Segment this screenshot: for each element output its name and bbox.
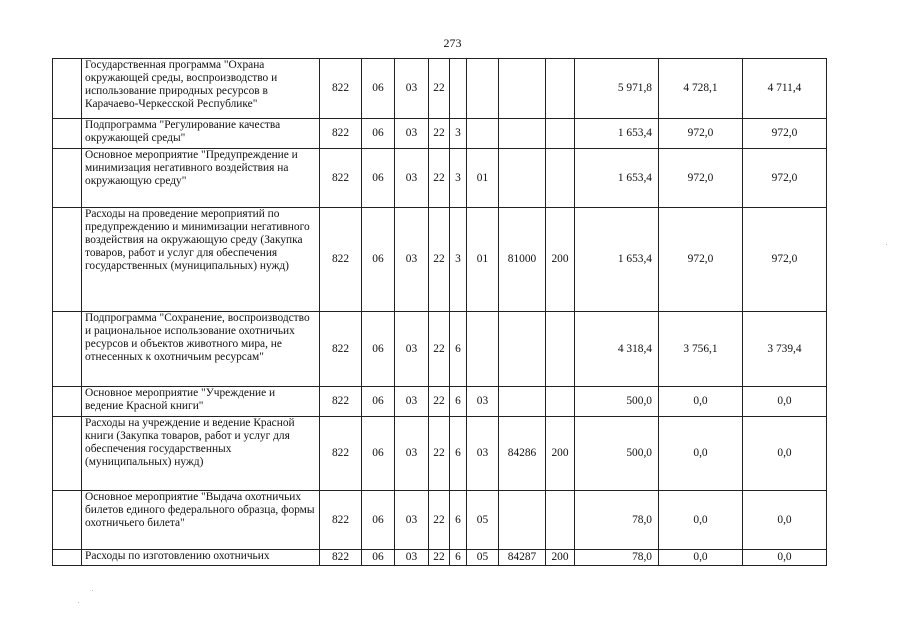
row-number-cell [53,149,82,208]
program-cell: 22 [429,59,450,119]
amount-year3-cell: 972,0 [743,119,827,149]
expense-direction-cell [499,149,546,208]
expense-type-cell [546,119,575,149]
row-number-cell [53,59,82,119]
section-cell: 06 [362,208,395,312]
subsection-cell: 03 [395,208,429,312]
expense-direction-cell [499,59,546,119]
grbs-cell: 822 [320,208,362,312]
expense-type-cell: 200 [546,208,575,312]
amount-year2-cell: 972,0 [659,208,743,312]
table-row [53,208,827,312]
row-number-cell [53,119,82,149]
item-name-cell: Расходы на проведение мероприятий по предупреждению и минимизации негативного воздействия на окружающую среду (Закупка товаров, работ и услуг для обеспечения государственных (муниципальных) нужд) [82,208,320,312]
amount-year3-cell: 0,0 [743,550,827,566]
amount-year1-cell: 78,0 [575,491,659,550]
program-cell: 22 [429,491,450,550]
expense-direction-cell: 84286 [499,417,546,491]
amount-year2-cell: 972,0 [659,149,743,208]
item-name-cell: Государственная программа "Охрана окружающей среды, воспроизводство и использование природных ресурсов в Карачаево-Черкесской Республике" [82,59,320,119]
table-row [53,387,827,417]
subsection-cell: 03 [395,149,429,208]
amount-year3-cell: 0,0 [743,417,827,491]
section-cell: 06 [362,491,395,550]
section-cell: 06 [362,59,395,119]
main-activity-cell: 01 [467,208,499,312]
subprogram-cell [450,59,467,119]
subsection-cell: 03 [395,387,429,417]
row-number-cell [53,491,82,550]
expense-type-cell: 200 [546,417,575,491]
section-cell: 06 [362,417,395,491]
scan-speck [886,244,887,245]
grbs-cell: 822 [320,387,362,417]
program-cell: 22 [429,550,450,566]
expense-direction-cell [499,387,546,417]
grbs-cell: 822 [320,149,362,208]
row-number-cell [53,550,82,566]
subprogram-cell: 6 [450,491,467,550]
subprogram-cell: 3 [450,149,467,208]
table-row [53,417,827,491]
amount-year1-cell: 500,0 [575,387,659,417]
item-name-cell: Подпрограмма "Сохранение, воспроизводство и рациональное использование охотничьих ресурсов и объектов животного мира, не отнесенных к охотничьим ресурсам" [82,312,320,387]
table-row [53,119,827,149]
row-number-cell [53,387,82,417]
expense-direction-cell [499,119,546,149]
program-cell: 22 [429,417,450,491]
amount-year2-cell: 0,0 [659,491,743,550]
subprogram-cell: 6 [450,387,467,417]
row-number-cell [53,417,82,491]
scan-speck [92,590,93,591]
subsection-cell: 03 [395,119,429,149]
item-name-cell: Расходы по изготовлению охотничьих [82,550,320,566]
amount-year1-cell: 500,0 [575,417,659,491]
grbs-cell: 822 [320,491,362,550]
amount-year1-cell: 1 653,4 [575,208,659,312]
main-activity-cell: 03 [467,387,499,417]
table-row [53,550,827,566]
amount-year1-cell: 78,0 [575,550,659,566]
table-row [53,312,827,387]
amount-year1-cell: 1 653,4 [575,119,659,149]
amount-year2-cell: 0,0 [659,550,743,566]
amount-year3-cell: 972,0 [743,208,827,312]
grbs-cell: 822 [320,59,362,119]
expense-direction-cell [499,312,546,387]
amount-year3-cell: 972,0 [743,149,827,208]
subsection-cell: 03 [395,417,429,491]
section-cell: 06 [362,387,395,417]
subprogram-cell: 6 [450,550,467,566]
section-cell: 06 [362,550,395,566]
expense-type-cell: 200 [546,550,575,566]
amount-year1-cell: 4 318,4 [575,312,659,387]
amount-year2-cell: 0,0 [659,417,743,491]
main-activity-cell [467,119,499,149]
row-number-cell [53,312,82,387]
expense-direction-cell: 84287 [499,550,546,566]
subprogram-cell: 6 [450,417,467,491]
item-name-cell: Основное мероприятие "Предупреждение и минимизация негативного воздействия на окружающую среду" [82,149,320,208]
table-row [53,149,827,208]
expense-type-cell [546,491,575,550]
subsection-cell: 03 [395,491,429,550]
amount-year1-cell: 1 653,4 [575,149,659,208]
main-activity-cell: 03 [467,417,499,491]
table-row [53,59,827,119]
expense-direction-cell [499,491,546,550]
amount-year1-cell: 5 971,8 [575,59,659,119]
table-body [53,59,827,566]
subsection-cell: 03 [395,312,429,387]
item-name-cell: Расходы на учреждение и ведение Красной книги (Закупка товаров, работ и услуг для обеспечения государственных (муниципальных) нужд) [82,417,320,491]
main-activity-cell [467,59,499,119]
program-cell: 22 [429,387,450,417]
grbs-cell: 822 [320,312,362,387]
amount-year2-cell: 0,0 [659,387,743,417]
program-cell: 22 [429,149,450,208]
amount-year3-cell: 4 711,4 [743,59,827,119]
expense-type-cell [546,149,575,208]
table-row [53,491,827,550]
item-name-cell: Основное мероприятие "Выдача охотничьих билетов единого федерального образца, формы охотничьего билета" [82,491,320,550]
main-activity-cell [467,312,499,387]
item-name-cell: Основное мероприятие "Учреждение и ведение Красной книги" [82,387,320,417]
amount-year2-cell: 4 728,1 [659,59,743,119]
subprogram-cell: 6 [450,312,467,387]
expense-type-cell [546,59,575,119]
program-cell: 22 [429,119,450,149]
section-cell: 06 [362,312,395,387]
main-activity-cell: 01 [467,149,499,208]
grbs-cell: 822 [320,119,362,149]
amount-year2-cell: 972,0 [659,119,743,149]
row-number-cell [53,208,82,312]
amount-year3-cell: 0,0 [743,491,827,550]
subprogram-cell: 3 [450,208,467,312]
budget-table [52,58,827,566]
subsection-cell: 03 [395,59,429,119]
subprogram-cell: 3 [450,119,467,149]
expense-direction-cell: 81000 [499,208,546,312]
amount-year3-cell: 3 739,4 [743,312,827,387]
program-cell: 22 [429,312,450,387]
grbs-cell: 822 [320,550,362,566]
amount-year3-cell: 0,0 [743,387,827,417]
item-name-cell: Подпрограмма "Регулирование качества окружающей среды" [82,119,320,149]
expense-type-cell [546,312,575,387]
main-activity-cell: 05 [467,550,499,566]
main-activity-cell: 05 [467,491,499,550]
section-cell: 06 [362,119,395,149]
scan-speck [78,602,79,603]
section-cell: 06 [362,149,395,208]
subsection-cell: 03 [395,550,429,566]
expense-type-cell [546,387,575,417]
grbs-cell: 822 [320,417,362,491]
amount-year2-cell: 3 756,1 [659,312,743,387]
page-number: 273 [443,36,462,50]
program-cell: 22 [429,208,450,312]
